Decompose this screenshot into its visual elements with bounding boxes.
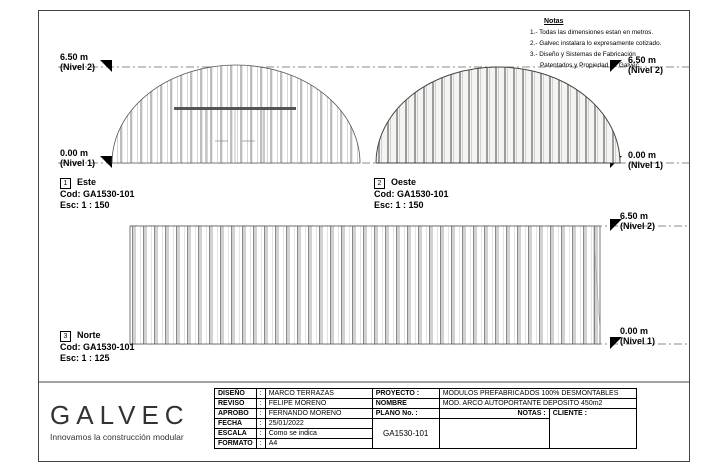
note-item: Patentados y Propiedad de Galvec <box>540 62 639 69</box>
view-label-norte: 3 Norte Cod: GA1530-101 Esc: 1 : 125 <box>60 330 135 363</box>
formato-value: A4 <box>265 439 372 449</box>
proyecto-value: MODULOS PREFABRICADOS 100% DESMONTABLES <box>439 389 636 399</box>
view-label-oeste: 2 Oeste Cod: GA1530-101 Esc: 1 : 150 <box>374 177 449 210</box>
note-item: 1.- Todas las dimensiones estan en metros. <box>530 29 654 36</box>
note-item: 2.- Galvec instalara lo expresamente cotizado. <box>530 40 662 47</box>
aprobo-value: FERNANDO MORENO <box>265 409 372 419</box>
title-block-table: DISEÑO : MARCO TERRAZAS PROYECTO : MODULOS PREFABRICADOS 100% DESMONTABLES REVISO : FELIPE MORENO NOMBRE MOD. ARCO AUTOPORTANTE DEPOSITO 450m2 APROBO : FERNANDO MORENO PLANO No. : NOTAS : CLIENTE : FECHA : 25/01/2022 GA1530-101 ESCALA : Como se indica FORMATO : A4 <box>214 388 637 449</box>
diseno-label: DISEÑO <box>215 389 257 399</box>
cliente-label: CLIENTE : <box>549 409 636 449</box>
level-marker-icon <box>100 156 112 168</box>
view-label-este: 1 Este Cod: GA1530-101 Esc: 1 : 150 <box>60 177 135 210</box>
escala-label: ESCALA <box>215 429 257 439</box>
level-2-label: 6.50 m (Nivel 2) <box>60 52 96 72</box>
level-2-label: 6.50 m (Nivel 2) <box>620 211 656 231</box>
este-arch-elevation <box>112 65 360 163</box>
reviso-value: FELIPE MORENO <box>265 399 372 409</box>
formato-label: FORMATO <box>215 439 257 449</box>
nombre-value: MOD. ARCO AUTOPORTANTE DEPOSITO 450m2 <box>439 399 636 409</box>
level-1-label: 0.00 m (Nivel 1) <box>60 148 96 168</box>
notas-label: NOTAS : <box>439 409 549 419</box>
company-slogan: Innovamos la construcción modular <box>50 432 184 442</box>
este-door-header <box>174 107 296 110</box>
level-1-label: 0.00 m (Nivel 1) <box>620 326 656 346</box>
norte-side-elevation <box>130 226 600 344</box>
escala-value: Como se indica <box>265 429 372 439</box>
level-marker-icon <box>100 60 112 72</box>
nombre-label: NOMBRE <box>372 399 439 409</box>
notes-title: Notas <box>544 18 564 25</box>
plano-value: GA1530-101 <box>372 419 439 449</box>
proyecto-label: PROYECTO : <box>372 389 439 399</box>
level-2-label: 6.50 m (Nivel 2) <box>628 55 664 75</box>
diseno-value: MARCO TERRAZAS <box>265 389 372 399</box>
fecha-value: 25/01/2022 <box>265 419 372 429</box>
oeste-arch-elevation <box>376 67 620 163</box>
plano-label: PLANO No. : <box>372 409 439 419</box>
reviso-label: REVISO <box>215 399 257 409</box>
company-logo: GALVEC <box>50 400 190 430</box>
aprobo-label: APROBO <box>215 409 257 419</box>
level-1-label: 0.00 m (Nivel 1) <box>628 150 664 170</box>
note-item: 3.- Diseño y Sistemas de Fabricación <box>530 51 636 58</box>
fecha-label: FECHA <box>215 419 257 429</box>
